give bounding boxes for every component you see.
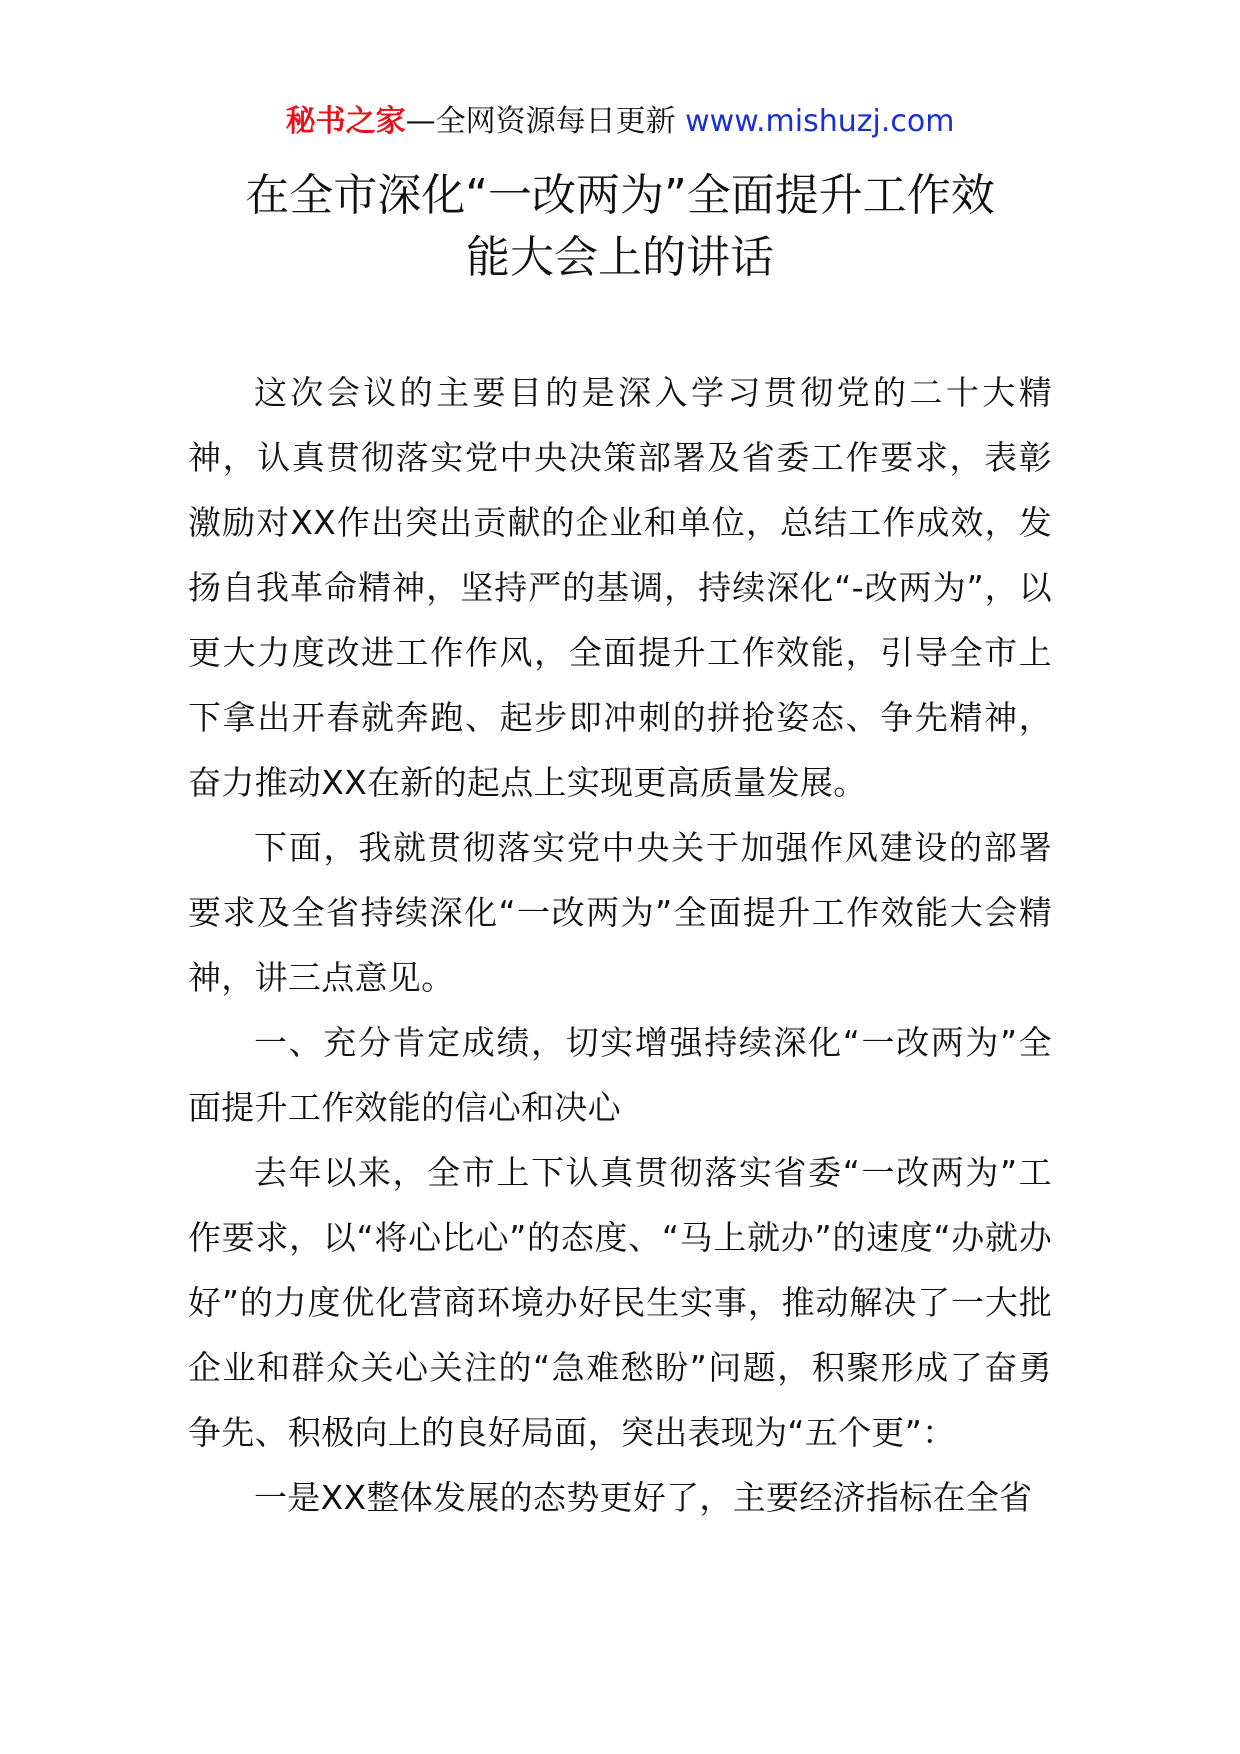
site-url[interactable]: www.mishuzj.com xyxy=(685,104,955,139)
site-header xyxy=(0,100,1240,144)
paragraph-outline: 下面，我就贯彻落实党中央关于加强作风建设的部署要求及全省持续深化“一改两为”全面提升工作效能大会精神，讲三点意见。 xyxy=(188,828,1052,997)
paragraph-intro: 这次会议的主要目的是深入学习贯彻党的二十大精神，认真贯彻落实党中央决策部署及省委工作要求，表彰激励对XX作出突出贡献的企业和单位，总结工作成效，发扬自我革命精神，坚持严的基调，持续深化“-改两为”，以更大力度改进工作作风，全面提升工作效能，引导全市上下拿出开春就奔跑、起步即冲刺的拼抢姿态、争先精神，奋力推动XX在新的起点上实现更高质量发展。 xyxy=(188,373,1052,802)
document-title xyxy=(190,165,1050,289)
paragraph-achievements: 去年以来，全市上下认真贯彻落实省委“一改两为”工作要求，以“将心比心”的态度、“马上就办”的速度“办就办好”的力度优化营商环境办好民生实事，推动解决了一大批企业和群众关心关注的“急难愁盼”问题，积聚形成了奋勇争先、积极向上的良好局面，突出表现为“五个更”： xyxy=(188,1153,1052,1452)
document-body xyxy=(188,360,1052,1530)
title-line-1: 在全市深化“一改两为”全面提升工作效 xyxy=(245,170,995,221)
title-line-2: 能大会上的讲话 xyxy=(466,232,774,283)
section-heading-1: 一、充分肯定成绩，切实增强持续深化“一改两为”全面提升工作效能的信心和决心 xyxy=(188,1023,1052,1127)
paragraph-point-1: 一是XX整体发展的态势更好了，主要经济指标在全省 xyxy=(254,1478,1033,1517)
site-brand: 秘书之家 xyxy=(285,104,406,139)
site-tagline: —全网资源每日更新 xyxy=(405,104,686,139)
